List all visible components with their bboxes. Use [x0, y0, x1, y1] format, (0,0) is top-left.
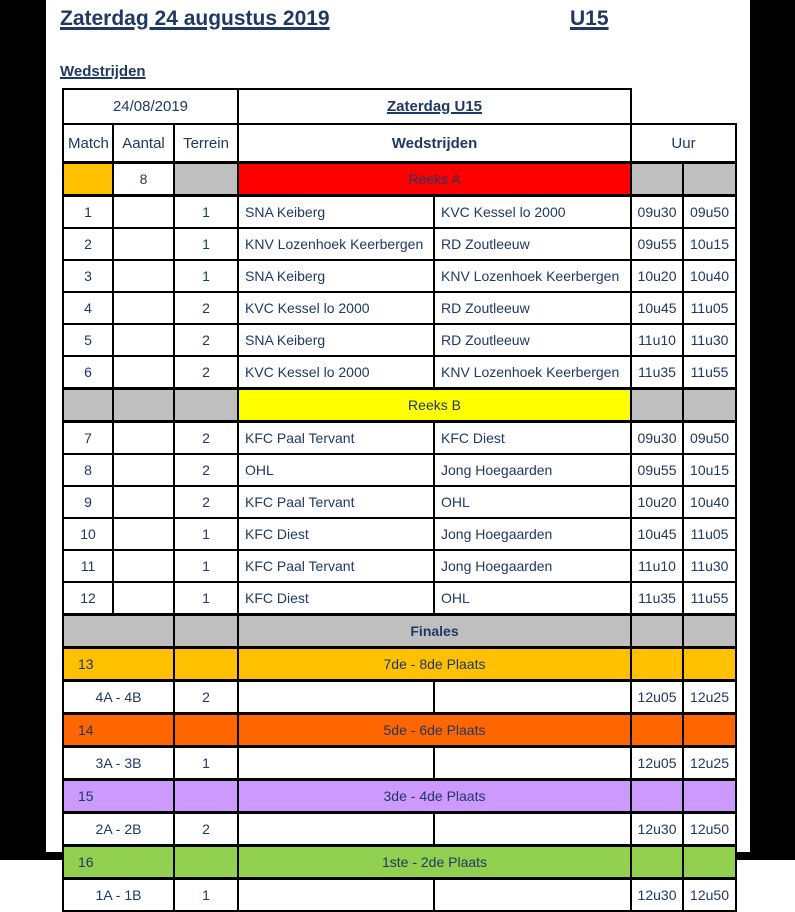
away-team: RD Zoutleeuw [434, 228, 631, 260]
filler-cell [174, 389, 238, 422]
header-match: Match [63, 124, 113, 163]
filler-cell [631, 648, 683, 681]
filler-cell [683, 163, 736, 196]
terrein-cell: 1 [174, 260, 238, 292]
filler-cell [113, 389, 174, 422]
terrein-cell: 1 [174, 518, 238, 550]
away-team: RD Zoutleeuw [434, 324, 631, 356]
start-time: 09u55 [631, 454, 683, 486]
match-col-highlight-cell [63, 163, 113, 196]
start-time: 12u30 [631, 813, 683, 846]
aantal-cell [113, 582, 174, 615]
final-number: 13 [63, 648, 174, 681]
final-match-row [63, 813, 736, 846]
page-title: Zaterdag 24 augustus 2019 [60, 7, 330, 30]
final-title: 7de - 8de Plaats [238, 648, 631, 681]
final-title: 5de - 6de Plaats [238, 714, 631, 747]
away-team: Jong Hoegaarden [434, 518, 631, 550]
terrein-cell: 2 [174, 486, 238, 518]
home-team: KFC Diest [238, 582, 434, 615]
aantal-cell [113, 324, 174, 356]
match-number: 8 [63, 454, 113, 486]
end-time: 12u25 [683, 747, 736, 780]
match-number: 5 [63, 324, 113, 356]
match-number: 2 [63, 228, 113, 260]
start-time: 11u10 [631, 324, 683, 356]
filler-cell [63, 615, 174, 648]
start-time: 09u55 [631, 228, 683, 260]
away-team: OHL [434, 486, 631, 518]
final-title: 3de - 4de Plaats [238, 780, 631, 813]
end-time: 11u55 [683, 582, 736, 615]
away-team: Jong Hoegaarden [434, 550, 631, 582]
end-time: 11u55 [683, 356, 736, 389]
filler-cell [683, 615, 736, 648]
terrein-cell: 2 [174, 356, 238, 389]
end-time: 12u50 [683, 813, 736, 846]
final-number: 14 [63, 714, 174, 747]
match-number: 9 [63, 486, 113, 518]
filler-cell [174, 615, 238, 648]
aantal-cell [113, 454, 174, 486]
reeks-a-banner-row [63, 163, 736, 196]
match-row [63, 550, 736, 582]
end-time: 11u30 [683, 550, 736, 582]
start-time: 12u30 [631, 879, 683, 912]
terrein-cell: 2 [174, 422, 238, 455]
aantal-value-cell: 8 [113, 163, 174, 196]
terrein-cell: 1 [174, 550, 238, 582]
match-row [63, 518, 736, 550]
aantal-cell [113, 486, 174, 518]
start-time: 12u05 [631, 681, 683, 714]
away-team: Jong Hoegaarden [434, 454, 631, 486]
home-team: KVC Kessel lo 2000 [238, 292, 434, 324]
home-team: OHL [238, 454, 434, 486]
end-time: 11u05 [683, 292, 736, 324]
reeks-b-banner: Reeks B [238, 389, 631, 422]
filler-cell [174, 648, 238, 681]
aantal-cell [113, 422, 174, 455]
date-cell: 24/08/2019 [63, 89, 238, 124]
match-row [63, 292, 736, 324]
filler-cell [683, 846, 736, 879]
final-match-code: 3A - 3B [63, 747, 174, 780]
match-row [63, 582, 736, 615]
away-team [434, 681, 631, 714]
home-team: SNA Keiberg [238, 196, 434, 229]
match-row [63, 486, 736, 518]
match-row [63, 356, 736, 389]
scan-border-left [0, 0, 46, 852]
date-row [63, 89, 736, 124]
header-terrein: Terrein [174, 124, 238, 163]
end-time: 09u50 [683, 422, 736, 455]
start-time: 10u20 [631, 486, 683, 518]
match-row [63, 324, 736, 356]
final-banner-row [63, 780, 736, 813]
final-banner-row [63, 648, 736, 681]
terrein-cell: 1 [174, 228, 238, 260]
home-team [238, 747, 434, 780]
filler-cell [174, 714, 238, 747]
scan-border-right [750, 0, 795, 860]
date-row-filler [631, 89, 736, 124]
match-number: 10 [63, 518, 113, 550]
match-number: 1 [63, 196, 113, 229]
away-team [434, 747, 631, 780]
match-number: 3 [63, 260, 113, 292]
start-time: 10u20 [631, 260, 683, 292]
away-team: KNV Lozenhoek Keerbergen [434, 260, 631, 292]
home-team [238, 813, 434, 846]
category-label: U15 [570, 7, 609, 30]
home-team: KFC Paal Tervant [238, 550, 434, 582]
day-title-cell: Zaterdag U15 [238, 89, 631, 124]
terrein-cell: 2 [174, 454, 238, 486]
match-row [63, 196, 736, 229]
header-aantal: Aantal [113, 124, 174, 163]
away-team: KVC Kessel lo 2000 [434, 196, 631, 229]
reeks-a-banner: Reeks A [238, 163, 631, 196]
match-row [63, 422, 736, 455]
match-number: 12 [63, 582, 113, 615]
filler-cell [683, 389, 736, 422]
filler-cell [631, 389, 683, 422]
end-time: 09u50 [683, 196, 736, 229]
terrein-cell: 1 [174, 747, 238, 780]
header-row [63, 124, 736, 163]
start-time: 09u30 [631, 196, 683, 229]
end-time: 11u05 [683, 518, 736, 550]
aantal-cell [113, 260, 174, 292]
home-team: KFC Diest [238, 518, 434, 550]
start-time: 11u35 [631, 356, 683, 389]
section-label-wedstrijden: Wedstrijden [60, 63, 146, 80]
schedule-table [62, 88, 737, 912]
aantal-cell [113, 550, 174, 582]
filler-cell [631, 163, 683, 196]
home-team: KFC Paal Tervant [238, 422, 434, 455]
finales-banner: Finales [238, 615, 631, 648]
home-team: SNA Keiberg [238, 324, 434, 356]
away-team [434, 879, 631, 912]
end-time: 12u50 [683, 879, 736, 912]
away-team: OHL [434, 582, 631, 615]
match-number: 6 [63, 356, 113, 389]
away-team: KNV Lozenhoek Keerbergen [434, 356, 631, 389]
final-match-row [63, 681, 736, 714]
header-uur: Uur [631, 124, 736, 163]
start-time: 10u45 [631, 518, 683, 550]
filler-cell [683, 714, 736, 747]
home-team: KNV Lozenhoek Keerbergen [238, 228, 434, 260]
aantal-cell [113, 518, 174, 550]
start-time: 11u35 [631, 582, 683, 615]
match-row [63, 260, 736, 292]
finales-header-row [63, 615, 736, 648]
end-time: 10u15 [683, 454, 736, 486]
end-time: 10u15 [683, 228, 736, 260]
filler-cell [683, 780, 736, 813]
start-time: 09u30 [631, 422, 683, 455]
aantal-cell [113, 292, 174, 324]
final-number: 16 [63, 846, 174, 879]
terrein-cell: 2 [174, 681, 238, 714]
home-team [238, 879, 434, 912]
terrein-cell: 2 [174, 292, 238, 324]
match-number: 4 [63, 292, 113, 324]
end-time: 11u30 [683, 324, 736, 356]
home-team: SNA Keiberg [238, 260, 434, 292]
home-team: KVC Kessel lo 2000 [238, 356, 434, 389]
end-time: 10u40 [683, 486, 736, 518]
end-time: 12u25 [683, 681, 736, 714]
terrein-cell: 1 [174, 879, 238, 912]
final-banner-row [63, 846, 736, 879]
aantal-cell [113, 228, 174, 260]
away-team [434, 813, 631, 846]
terrein-cell: 1 [174, 196, 238, 229]
final-match-code: 1A - 1B [63, 879, 174, 912]
away-team: KFC Diest [434, 422, 631, 455]
end-time: 10u40 [683, 260, 736, 292]
filler-cell [631, 615, 683, 648]
start-time: 11u10 [631, 550, 683, 582]
terrein-cell: 1 [174, 582, 238, 615]
header-wedstrijden: Wedstrijden [238, 124, 631, 163]
terrein-cell: 2 [174, 324, 238, 356]
aantal-cell [113, 196, 174, 229]
home-team [238, 681, 434, 714]
final-match-code: 4A - 4B [63, 681, 174, 714]
final-title: 1ste - 2de Plaats [238, 846, 631, 879]
filler-cell [174, 780, 238, 813]
filler-cell [63, 389, 113, 422]
final-match-row [63, 747, 736, 780]
filler-cell [631, 780, 683, 813]
start-time: 10u45 [631, 292, 683, 324]
match-number: 11 [63, 550, 113, 582]
terrein-cell: 2 [174, 813, 238, 846]
match-number: 7 [63, 422, 113, 455]
final-banner-row [63, 714, 736, 747]
filler-cell [631, 846, 683, 879]
match-row [63, 228, 736, 260]
aantal-cell [113, 356, 174, 389]
filler-cell [683, 648, 736, 681]
final-match-code: 2A - 2B [63, 813, 174, 846]
final-match-row [63, 879, 736, 912]
match-row [63, 454, 736, 486]
reeks-b-banner-row [63, 389, 736, 422]
final-number: 15 [63, 780, 174, 813]
away-team: RD Zoutleeuw [434, 292, 631, 324]
start-time: 12u05 [631, 747, 683, 780]
filler-cell [174, 163, 238, 196]
home-team: KFC Paal Tervant [238, 486, 434, 518]
filler-cell [631, 714, 683, 747]
filler-cell [174, 846, 238, 879]
